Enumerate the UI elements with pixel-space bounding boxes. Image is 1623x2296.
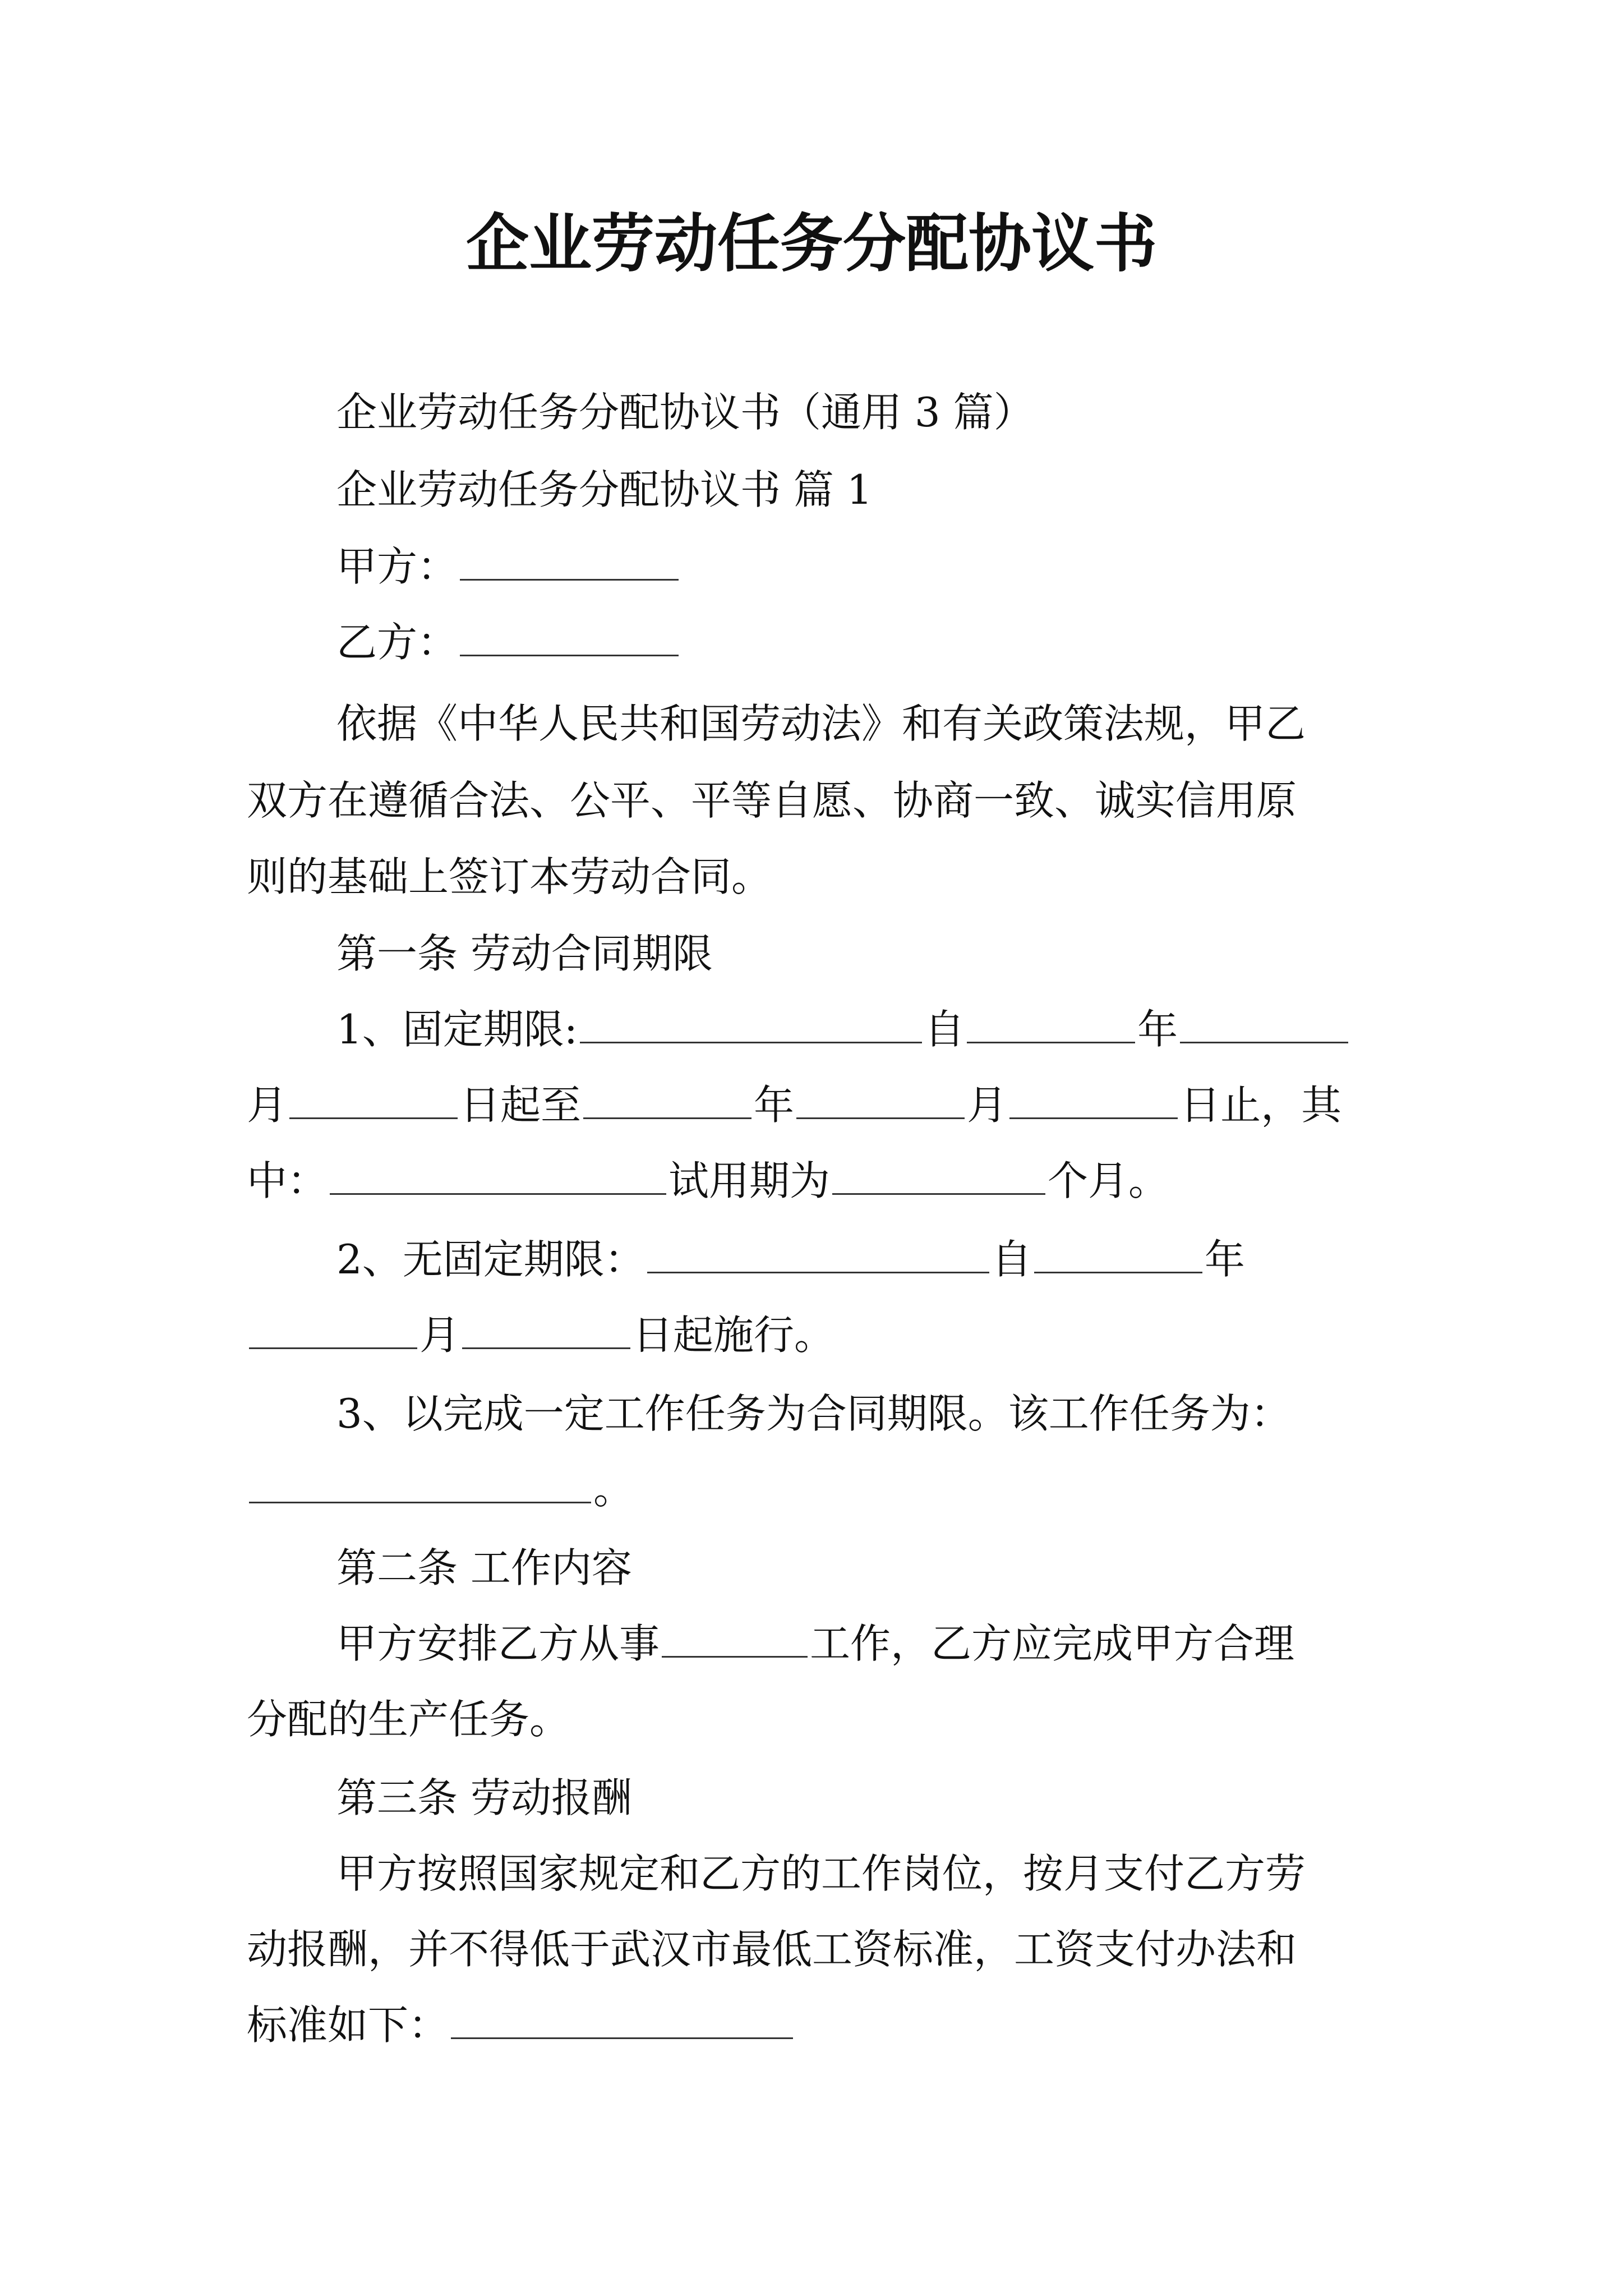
task-term-line: 3、以完成一定工作任务为合同期限。该工作任务为： [336, 1390, 1291, 1437]
paragraph-line: 双方在遵循合法、公平、平等自愿、协商一致、诚实信用原 [247, 777, 1297, 824]
party-b-line [336, 611, 681, 673]
fixed-term-line-2 [247, 1074, 1341, 1136]
fixed-term-line [336, 999, 1350, 1060]
party-a-blank [460, 540, 679, 581]
blank [249, 1308, 417, 1349]
text: 试用期为 [668, 1157, 831, 1204]
text: 月 [967, 1082, 1008, 1129]
paragraph-line: 分配的生产任务。 [247, 1696, 570, 1743]
party-a-line [336, 536, 681, 597]
blank [796, 1078, 965, 1119]
blank [580, 1002, 922, 1043]
text: 中： [247, 1157, 328, 1204]
text: 年 [1204, 1236, 1245, 1283]
text: 日止，其 [1180, 1082, 1342, 1129]
section-heading: 企业劳动任务分配协议书 篇 1 [336, 466, 873, 513]
article-heading: 第二条 工作内容 [336, 1544, 632, 1591]
text: 自 [991, 1236, 1032, 1283]
text: 月 [247, 1082, 288, 1129]
blank [967, 1002, 1135, 1043]
text: 日起至 [460, 1082, 582, 1129]
text: 年 [1137, 1006, 1178, 1053]
article-heading: 第一条 劳动合同期限 [336, 930, 713, 977]
blank [583, 1078, 751, 1119]
party-a-label: 甲方： [336, 543, 458, 590]
text: 日起施行。 [633, 1312, 835, 1359]
text: 自 [924, 1006, 965, 1053]
text: 标准如下： [247, 2001, 449, 2049]
text: 工作，乙方应完成甲方合理 [810, 1620, 1295, 1667]
blank [289, 1078, 458, 1119]
paragraph-line: 则的基础上签订本劳动合同。 [247, 853, 772, 900]
nonfixed-term-line-2 [247, 1304, 834, 1366]
text: 个月。 [1048, 1157, 1169, 1204]
nonfixed-term-line [336, 1228, 1245, 1290]
paragraph-line: 动报酬，并不得低于武汉市最低工资标准，工资支付办法和 [247, 1926, 1297, 1973]
task-term-line-2 [247, 1458, 634, 1520]
paragraph-line: 甲方按照国家规定和乙方的工作岗位，按月支付乙方劳 [336, 1850, 1306, 1897]
text: 年 [754, 1082, 795, 1129]
blank [647, 1232, 989, 1273]
blank [662, 1617, 808, 1658]
subtitle: 企业劳动任务分配协议书（通用 3 篇） [336, 389, 1034, 436]
blank [1009, 1078, 1178, 1119]
blank [451, 1998, 793, 2039]
document-title: 企业劳动任务分配协议书 [466, 207, 1157, 280]
party-b-label: 乙方： [336, 619, 458, 666]
text: 。 [593, 1466, 634, 1513]
text: 甲方安排乙方从事 [336, 1620, 660, 1667]
paragraph-line [247, 1994, 795, 2056]
blank [1034, 1232, 1202, 1273]
text: 月 [419, 1312, 460, 1359]
article-heading: 第三条 劳动报酬 [336, 1774, 632, 1821]
paragraph-line: 依据《中华人民共和国劳动法》和有关政策法规，甲乙 [336, 700, 1306, 747]
fixed-term-label: 1、固定期限: [336, 1006, 578, 1053]
nonfixed-term-label: 2、无固定期限： [336, 1236, 645, 1283]
blank [462, 1308, 630, 1349]
fixed-term-line-3 [247, 1150, 1169, 1212]
party-b-blank [460, 615, 679, 656]
blank [249, 1462, 591, 1503]
blank [1180, 1002, 1348, 1043]
paragraph-line [336, 1613, 1294, 1674]
blank [832, 1154, 1045, 1195]
blank [330, 1154, 666, 1195]
